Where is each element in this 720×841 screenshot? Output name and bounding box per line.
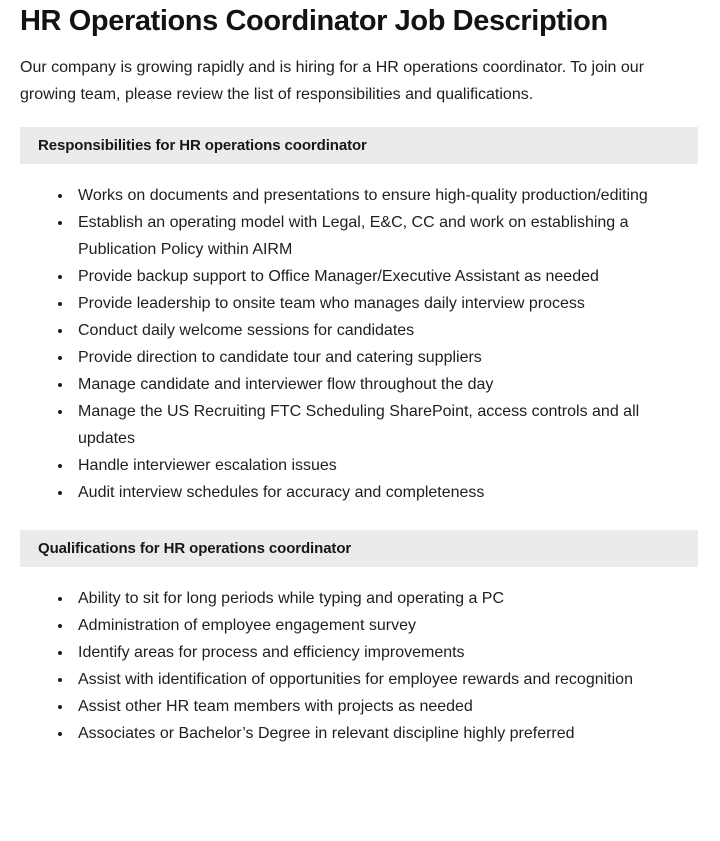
- list-item: Manage the US Recruiting FTC Scheduling SharePoint, access controls and all updates: [40, 398, 700, 452]
- list-item: Assist other HR team members with projects as needed: [40, 693, 700, 720]
- list-item: Manage candidate and interviewer flow throughout the day: [40, 371, 700, 398]
- responsibilities-header: [20, 127, 698, 164]
- responsibilities-section: [20, 127, 700, 506]
- list-item: Administration of employee engagement survey: [40, 612, 700, 639]
- list-item: Identify areas for process and efficiency improvements: [40, 639, 700, 666]
- list-item: Provide backup support to Office Manager/Executive Assistant as needed: [40, 263, 700, 290]
- list-item: Associates or Bachelor’s Degree in relevant discipline highly preferred: [40, 720, 700, 747]
- list-item: Establish an operating model with Legal, E&C, CC and work on establishing a Publication Policy within AIRM: [40, 209, 700, 263]
- list-item: Works on documents and presentations to ensure high-quality production/editing: [40, 182, 700, 209]
- qualifications-list: [20, 567, 700, 747]
- responsibilities-header-label: Responsibilities for HR operations coordinator: [38, 137, 367, 154]
- list-item: Provide direction to candidate tour and catering suppliers: [40, 344, 700, 371]
- qualifications-section: [20, 530, 700, 747]
- page-title: HR Operations Coordinator Job Description: [20, 5, 608, 37]
- qualifications-header-label: Qualifications for HR operations coordinator: [38, 540, 352, 557]
- list-item: Conduct daily welcome sessions for candidates: [40, 317, 700, 344]
- list-item: Assist with identification of opportunities for employee rewards and recognition: [40, 666, 700, 693]
- list-item: Audit interview schedules for accuracy and completeness: [40, 479, 700, 506]
- list-item: Ability to sit for long periods while typing and operating a PC: [40, 585, 700, 612]
- list-item: Handle interviewer escalation issues: [40, 452, 700, 479]
- intro-paragraph: Our company is growing rapidly and is hiring for a HR operations coordinator. To join our growing team, please review the list of responsibilities and qualifications.: [20, 59, 645, 103]
- responsibilities-list: [20, 164, 700, 506]
- list-item: Provide leadership to onsite team who manages daily interview process: [40, 290, 700, 317]
- qualifications-header: [20, 530, 698, 567]
